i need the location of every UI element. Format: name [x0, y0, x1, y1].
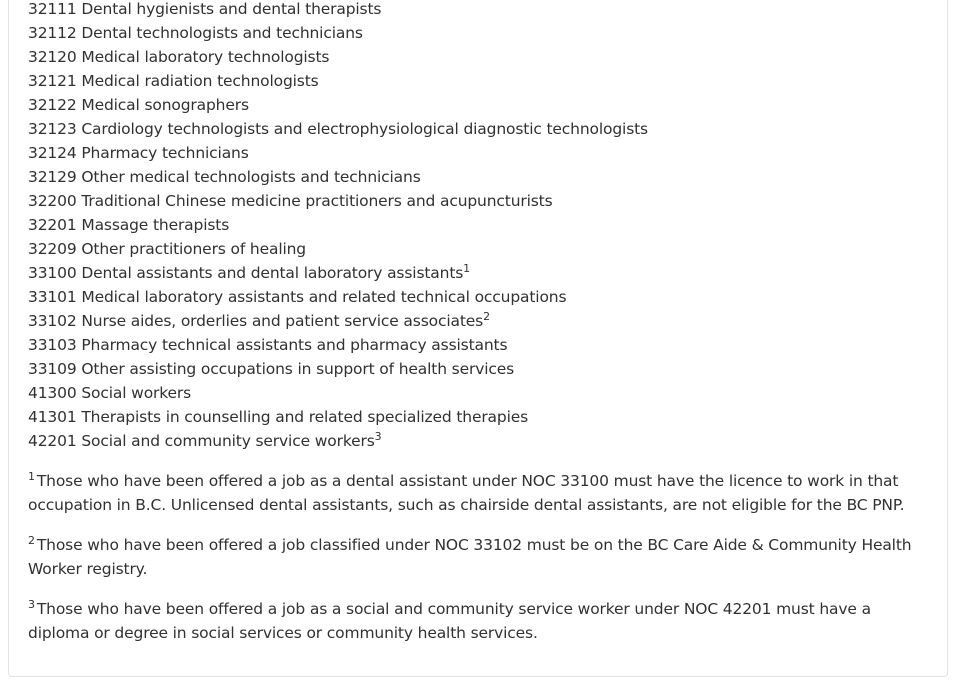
- occupation-list: [28, 0, 648, 453]
- noc-code: 32129: [28, 168, 77, 186]
- noc-code: 32121: [28, 72, 77, 90]
- occupation-title: Traditional Chinese medicine practitioners and acupuncturists: [81, 192, 553, 210]
- noc-code: 33101: [28, 288, 77, 306]
- footnote-mark: 3: [28, 598, 35, 611]
- occupation-item: [28, 213, 648, 237]
- noc-code: 32123: [28, 120, 77, 138]
- occupation-item: [28, 309, 648, 333]
- noc-code: 32120: [28, 48, 77, 66]
- noc-code: 32112: [28, 24, 77, 42]
- noc-code: 32200: [28, 192, 77, 210]
- noc-code: 32209: [28, 240, 77, 258]
- footnote-marker: 3: [374, 430, 382, 443]
- occupation-item: [28, 45, 648, 69]
- noc-code: 32124: [28, 144, 77, 162]
- noc-code: 33100: [28, 264, 77, 282]
- occupation-item: [28, 69, 648, 93]
- noc-code: 41300: [28, 384, 77, 402]
- occupation-item: [28, 333, 648, 357]
- occupation-title: Medical sonographers: [81, 96, 249, 114]
- occupation-item: [28, 405, 648, 429]
- noc-code: 33102: [28, 312, 77, 330]
- occupation-title: Nurse aides, orderlies and patient service associates: [81, 312, 484, 330]
- occupation-item: [28, 93, 648, 117]
- occupation-title: Cardiology technologists and electrophysiological diagnostic technologists: [81, 120, 648, 138]
- occupation-title: Pharmacy technicians: [81, 144, 249, 162]
- footnote-text: Those who have been offered a job classified under NOC 33102 must be on the BC Care Aide & Community Health Worker registry.: [28, 536, 912, 578]
- footnote-1: [28, 469, 928, 517]
- footnote-3: [28, 597, 928, 645]
- footnote-text: Those who have been offered a job as a dental assistant under NOC 33100 must have the licence to work in that occupation in B.C. Unlicensed dental assistants, such as chairside dental assistants, are not eligible for the BC PNP.: [28, 472, 905, 514]
- occupation-title: Medical laboratory technologists: [81, 48, 330, 66]
- footnote-mark: 2: [28, 534, 35, 547]
- occupation-title: Dental assistants and dental laboratory assistants: [81, 264, 464, 282]
- noc-code: 32122: [28, 96, 77, 114]
- occupation-item: [28, 429, 648, 453]
- occupation-title: Pharmacy technical assistants and pharmacy assistants: [81, 336, 508, 354]
- occupation-item: [28, 0, 648, 21]
- occupation-title: Social and community service workers: [81, 432, 375, 450]
- footnote-mark: 1: [28, 470, 35, 483]
- footnote-2: [28, 533, 928, 581]
- occupation-item: [28, 117, 648, 141]
- noc-code: 42201: [28, 432, 77, 450]
- footnote-marker: 1: [463, 262, 471, 275]
- occupation-item: [28, 141, 648, 165]
- occupation-title: Social workers: [81, 384, 192, 402]
- noc-code: 41301: [28, 408, 77, 426]
- occupation-title: Massage therapists: [81, 216, 230, 234]
- occupation-item: [28, 237, 648, 261]
- occupation-item: [28, 165, 648, 189]
- occupation-title: Medical laboratory assistants and related technical occupations: [81, 288, 567, 306]
- noc-code: 32111: [28, 0, 77, 18]
- occupation-title: Other medical technologists and technicians: [81, 168, 421, 186]
- occupation-title: Dental hygienists and dental therapists: [81, 0, 382, 18]
- noc-code: 32201: [28, 216, 77, 234]
- footnote-text: Those who have been offered a job as a social and community service worker under NOC 42201 must have a diploma or degree in social services or community health services.: [28, 600, 871, 642]
- footnotes: [28, 469, 928, 661]
- occupation-title: Other assisting occupations in support of health services: [81, 360, 515, 378]
- occupation-title: Dental technologists and technicians: [81, 24, 363, 42]
- occupation-item: [28, 261, 648, 285]
- noc-code: 33103: [28, 336, 77, 354]
- occupation-item: [28, 381, 648, 405]
- occupation-title: Medical radiation technologists: [81, 72, 319, 90]
- occupation-title: Therapists in counselling and related specialized therapies: [81, 408, 529, 426]
- footnote-marker: 2: [483, 310, 490, 323]
- occupation-item: [28, 21, 648, 45]
- noc-code: 33109: [28, 360, 77, 378]
- occupation-item: [28, 189, 648, 213]
- occupation-title: Other practitioners of healing: [81, 240, 306, 258]
- occupation-item: [28, 357, 648, 381]
- occupation-item: [28, 285, 648, 309]
